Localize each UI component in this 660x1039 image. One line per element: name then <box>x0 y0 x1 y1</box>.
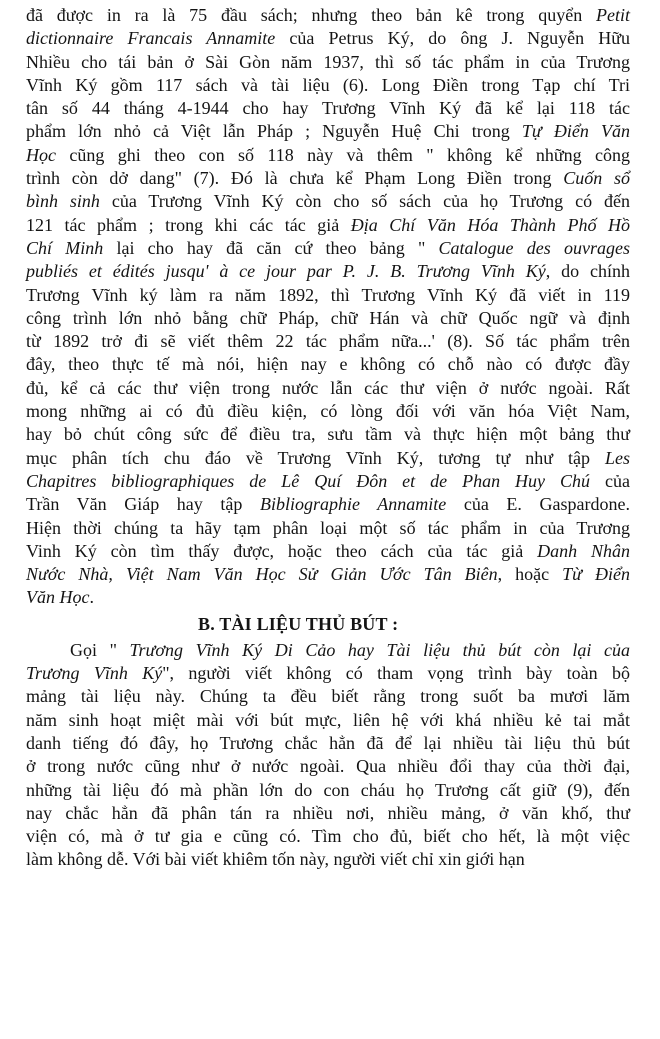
text-run: Trần Văn Giáp hay tập <box>26 494 260 515</box>
text-run: mảng tài liệu này. Chúng ta đều biết rằng trong suốt ba mươi lăm <box>26 686 630 707</box>
text-run: lại cho hay đã căn cứ theo bảng " <box>103 237 439 258</box>
paragraph-printed-works <box>26 4 630 610</box>
text-line <box>26 284 630 307</box>
text-line <box>26 825 630 848</box>
text-run: viện có, mà ở tư gia e cũng có. Tìm cho đủ, biết cho hết, là một việc <box>26 826 630 847</box>
italic-title: Từ Điển <box>562 564 631 585</box>
text-run: năm sinh hoạt miệt mài với bút mực, liên hệ với khá nhiều kẻ tai mắt <box>26 709 630 730</box>
text-line <box>26 732 630 755</box>
italic-title: Les <box>604 447 630 468</box>
text-run: ", người viết không có tham vọng trình bày toàn bộ <box>162 663 630 684</box>
text-line <box>26 755 630 778</box>
text-line <box>26 685 630 708</box>
text-line <box>26 586 630 609</box>
text-line <box>26 27 630 50</box>
italic-title: Danh Nhân <box>537 540 630 561</box>
document-page <box>26 4 630 872</box>
italic-title: Địa Chí Văn Hóa Thành Phố Hồ <box>350 214 631 235</box>
text-run: Vinh Ký còn tìm thấy được, hoặc theo cách của tác giả <box>26 540 538 561</box>
text-line <box>26 51 630 74</box>
text-run: những tài liệu đó mà phần lớn do con cháu họ Trương cất giữ (9), đến <box>26 779 630 800</box>
italic-title: Nước Nhà, Việt Nam Văn Học Sử Giản Ước Tân Biên <box>26 564 498 585</box>
text-run: của <box>590 470 630 491</box>
text-line <box>26 779 630 802</box>
text-run: , do chính <box>545 261 630 282</box>
text-line <box>26 423 630 446</box>
italic-title: Văn Học <box>26 587 90 608</box>
text-line <box>26 190 630 213</box>
text-run: của E. Gaspardone. <box>446 494 630 515</box>
text-run: của Petrus Ký, do ông J. Nguyễn Hữu <box>275 28 630 49</box>
paragraph-manuscripts <box>26 639 630 872</box>
italic-title: Trương Vĩnh Ký Di Cảo hay Tài liệu thủ bút còn lại của <box>129 639 630 660</box>
text-line <box>26 639 630 662</box>
text-line <box>26 120 630 143</box>
text-run: ở trong nước cũng như ở nước ngoài. Qua nhiều đổi thay của thời đại, <box>26 756 630 777</box>
section-heading: B. TÀI LIỆU THỦ BÚT : <box>198 613 399 634</box>
italic-title: Catalogue des ouvrages <box>438 237 630 258</box>
italic-title: Học <box>26 144 56 165</box>
text-run: cũng ghi theo con số 118 này và thêm " không kể những công <box>56 144 630 165</box>
text-run: từ 1892 trở đi sẽ viết thêm 22 tác phẩm nữa...' (8). Số tác phẩm trên <box>26 331 630 352</box>
italic-title: bình sinh <box>26 191 100 212</box>
text-run: làm không dễ. Với bài viết khiêm tốn này, người viết chỉ xin giới hạn <box>26 849 525 870</box>
text-line <box>26 330 630 353</box>
text-run: . <box>89 587 94 608</box>
text-run: Trương Vĩnh ký làm ra năm 1892, thì Trương Vĩnh Ký đã viết in 119 <box>26 284 630 305</box>
text-run: đã được in ra là 75 đầu sách; nhưng theo bản kê trong quyển <box>26 5 596 25</box>
text-run: trình còn dở dang" (7). Đó là chưa kể Phạm Long Điền trong <box>26 168 564 189</box>
text-line <box>26 400 630 423</box>
text-line <box>26 563 630 586</box>
italic-title: Trương Vĩnh Ký <box>26 663 163 684</box>
text-line <box>26 540 630 563</box>
text-line <box>26 74 630 97</box>
text-run: , hoặc <box>497 564 563 585</box>
text-line <box>26 144 630 167</box>
text-line <box>26 307 630 330</box>
text-run: phẩm lớn nhỏ cả Việt lẫn Pháp ; Nguyễn Huệ Chi trong <box>26 121 522 142</box>
text-line <box>26 4 630 27</box>
italic-title: Chí Minh <box>26 237 104 258</box>
text-run: tân số 44 tháng 4-1944 cho hay Trương Vĩnh Ký đã kể lại 118 tác <box>26 98 630 119</box>
text-line <box>26 97 630 120</box>
text-run: đây, theo thực tế mà nói, hiện nay e không có chỗ nào có được đầy <box>26 354 630 375</box>
text-run: 121 tác phẩm ; trong khi các tác giả <box>26 214 351 235</box>
text-line <box>26 709 630 732</box>
text-line <box>26 848 630 871</box>
text-line <box>26 493 630 516</box>
text-run: nay chắc hẳn đã phân tán ra nhiều nơi, nhiều mảng, ở văn khố, thư <box>26 802 630 823</box>
text-run: của Trương Vĩnh Ký còn cho số sách của họ Trương có đến <box>99 191 630 212</box>
italic-title: publiés et édités jusqu' à ce jour par P. J. B. Trương Vĩnh Ký <box>26 261 546 282</box>
text-run: Hiện thời chúng ta hãy tạm phân loại một số tác phẩm in của Trương <box>26 517 630 538</box>
italic-title: Cuốn sổ <box>563 168 630 189</box>
text-line <box>26 470 630 493</box>
italic-title: Chapitres bibliographiques de Lê Quí Đôn et de Phan Huy Chú <box>26 470 591 491</box>
text-run: hay bỏ chút công sức để điều tra, sưu tầm và thực hiện một bảng thư <box>26 424 630 445</box>
text-line <box>26 353 630 376</box>
text-line <box>26 214 630 237</box>
text-line <box>26 260 630 283</box>
text-line <box>26 662 630 685</box>
italic-title: Tự Điển Văn <box>521 121 631 142</box>
italic-title: Bibliographie Annamite <box>259 494 447 515</box>
italic-title: Petit <box>596 5 630 25</box>
text-line <box>26 377 630 400</box>
text-run: Gọi " <box>70 639 130 660</box>
text-line <box>26 167 630 190</box>
text-line <box>26 447 630 470</box>
text-line <box>26 517 630 540</box>
text-line <box>26 802 630 825</box>
text-run: công trình lớn nhỏ bằng chữ Pháp, chữ Hán và chữ Quốc ngữ và định <box>26 307 630 328</box>
text-run: đủ, kể cả các thư viện trong nước lẫn các thư viện ở nước ngoài. Rất <box>26 377 630 398</box>
text-run: Vĩnh Ký gồm 117 sách và tài liệu (6). Long Điền trong Tạp chí Tri <box>26 74 630 95</box>
text-run: mục phân tích chu đáo về Trương Vĩnh Ký, tương tự như tập <box>26 447 605 468</box>
text-run: danh tiếng đó đây, họ Trương chắc hẳn đã để lại nhiều tài liệu thủ bút <box>26 732 630 753</box>
text-run: Nhiều cho tái bản ở Sài Gòn năm 1937, thì số tác phẩm in của Trương <box>26 51 630 72</box>
italic-title: dictionnaire Francais Annamite <box>26 28 276 49</box>
text-run: mong những ai có đủ điều kiện, có lòng đối với văn hóa Việt Nam, <box>26 401 630 422</box>
text-line <box>26 237 630 260</box>
